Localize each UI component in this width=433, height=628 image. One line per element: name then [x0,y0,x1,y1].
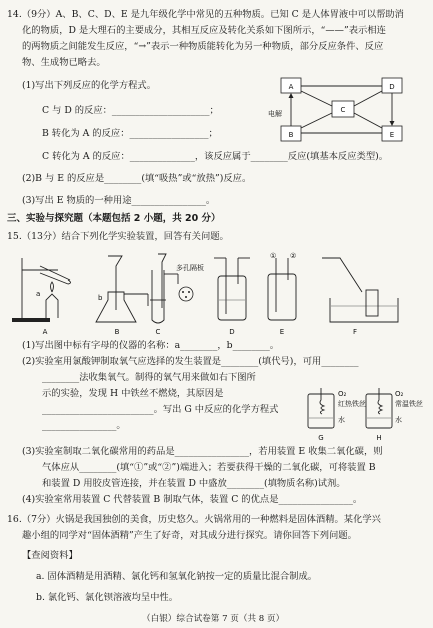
mark-a: a [36,290,41,298]
mark-port-1: ① [270,252,277,260]
label-electrolysis: 电解 [268,110,282,118]
page-footer: （白银）综合试卷第 7 页（共 8 页） [142,614,285,624]
q14-sub2: (2)B 与 E 的反应是________(填“吸热”或“放热”)反应。 [22,173,252,184]
apparatus-h [366,388,423,442]
label-apparatus-a: A [42,328,48,336]
q16-ref-a: a. 固体酒精是用酒精、氯化钙和氢氧化钠按一定的质量比混合制成。 [36,571,318,582]
apparatus-g [308,388,366,442]
label-apparatus-c: C [155,328,161,336]
q15-sub2-5: ________________。 [42,420,126,431]
q15-sub2-3: 示的实验，发现 H 中铁丝不燃烧，其原因是 [42,388,224,399]
apparatus-b [96,256,148,322]
q15-sub1: (1)写出图中标有字母的仪器的名称：a________，b________。 [22,340,280,351]
label-apparatus-e: E [279,328,285,336]
q15-sub2-4: ________________________。写出 G 中反应的化学方程式 [42,404,279,415]
label-apparatus-h: H [376,434,382,442]
label-a: A [288,83,294,91]
q14-intro-1: 14.（9分）A、B、C、D、E 是九年级化学中常见的五种物质。已知 C 是人体胃液中可以帮助消 [7,9,404,20]
mark-b: b [98,294,103,302]
q16-intro-2: 趣小组的同学对“固体酒精”产生了好奇，对其成分进行探究。请你回答下列问题。 [22,530,357,541]
q15-sub4: (4)实验室常用装置 C 代替装置 B 制取气体，装置 C 的优点是________________。 [22,494,363,505]
apparatus-c [150,254,204,323]
label-e: E [389,131,395,139]
label-apparatus-d: D [229,328,235,336]
q15-sub2-1: (2)实验室用氯酸钾制取氧气应选择的发生装置是________(填代号)，可用________ [22,356,359,367]
mark-port-2: ② [290,252,297,260]
q16-ref-title: 【查阅资料】 [22,550,78,561]
apparatus-f [322,258,398,322]
q14-sub3: (3)写出 E 物质的一种用途________________。 [22,195,216,206]
q14-intro-4: 物、生成物已略去。 [22,57,106,68]
q16-ref-b: b. 氯化钙、氯化钡溶液均呈中性。 [36,592,179,603]
q15-sub3-3: 和装置 D 用胶皮管连接，并在装置 D 中盛放________(填物质名称)试剂。 [42,478,346,489]
q15-intro: 15.（13分）结合下列化学实验装置，回答有关问题。 [7,231,229,242]
apparatus-d [214,258,250,320]
label-h-water: 水 [395,416,402,424]
apparatus-e [268,252,296,320]
section-3-heading: 三、实验与探究题（本题包括 2 小题，共 20 分） [7,213,221,224]
q15-apparatus [0,248,433,338]
q14-sub1: (1)写出下列反应的化学方程式。 [22,80,157,91]
label-porous-shelf: 多孔隔板 [176,264,204,272]
label-apparatus-f: F [352,328,358,336]
q16-intro-1: 16.（7分）火锅是我国独创的美食，历史悠久。火锅常用的一种燃料是固体酒精。某化学兴 [7,514,381,525]
q14-relationship-diagram [270,76,430,148]
label-apparatus-g: G [318,434,324,442]
label-g-water: 水 [338,416,345,424]
apparatus-a [12,258,71,322]
label-g-wire: 红热铁丝 [338,400,366,408]
q14-ba: B 转化为 A 的反应：_________________； [42,128,218,139]
label-d: D [389,83,395,91]
q14-ca: C 转化为 A 的反应：______________，该反应属于________反应(填基本反应类型)。 [42,151,389,162]
q15-sub3-1: (3)实验室制取二氧化碳常用的药品是________________，若用装置 E 收集二氧化碳，则 [22,446,383,457]
label-h-o2: O₂ [395,390,404,398]
q15-iron-wire-experiment [300,386,423,442]
q15-sub3-2: 气体应从________(填“①”或“②”)端进入；若要获得干燥的二氧化碳，可将装置 B [42,462,376,473]
q15-sub2-2: ________法收集氧气。制得的氧气用来做如右下图所 [42,372,256,383]
label-c: C [340,106,346,114]
q14-intro-2: 化的物质，D 是大理石的主要成分，其相互反应及转化关系如下图所示，“——”表示相连 [22,25,386,36]
label-b: B [288,131,294,139]
label-apparatus-b: B [114,328,120,336]
q14-intro-3: 的两物质之间能发生反应，“→”表示一种物质能转化为另一种物质，部分反应条件、反应 [22,41,384,52]
q14-cd: C 与 D 的反应：_____________________； [42,105,219,116]
label-g-o2: O₂ [338,390,347,398]
label-h-wire: 常温铁丝 [395,400,423,408]
